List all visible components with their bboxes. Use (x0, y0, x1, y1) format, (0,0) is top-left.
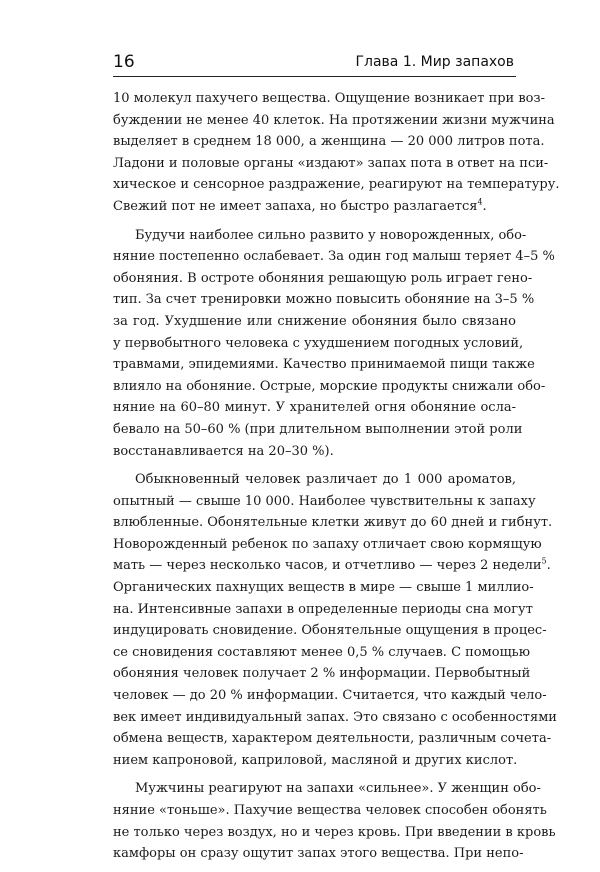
chapter-title: Глава 1. Мир запахов (355, 54, 514, 70)
text-line: няние постепенно ослабевает. За один год малыш теряет 4–5 % (113, 249, 555, 265)
text-line: Обыкновенный человек различает до 1 000 ароматов, (135, 472, 516, 488)
text-line: Органических пахнущих веществ в мире — свыше 1 миллио- (113, 580, 534, 596)
text-line: Будучи наиболее сильно развито у новорожденных, обо- (135, 227, 527, 243)
text-line: не только через воздух, но и через кровь. При введении в кровь (113, 824, 556, 840)
footnote-marker: 5 (541, 557, 547, 567)
text-line: влюбленные. Обонятельные клетки живут до 60 дней и гибнут. (113, 515, 553, 531)
text-line: Свежий пот не имеет запаха, но быстро разлагается$^4$. (113, 197, 487, 214)
text-line: мать — через несколько часов, и отчетливо — через 2 недели$^5$. (113, 557, 551, 574)
text-line: у первобытного человека с ухудшением погодных условий, (113, 335, 524, 351)
page-number: 16 (113, 52, 135, 72)
text-line: буждении не менее 40 клеток. На протяжении жизни мужчина (113, 112, 555, 128)
text-line: тип. За счет тренировки можно повысить обоняние на 3–5 % (113, 292, 535, 308)
text-line: обоняния человек получает 2 % информации. Первобытный (113, 666, 531, 682)
text-line: няние «тоньше». Пахучие вещества человек способен обонять (113, 803, 547, 818)
text-line: индуцировать сновидение. Обонятельные ощущения в процес- (113, 623, 547, 639)
paragraph (113, 225, 555, 463)
text-line: выделяет в среднем 18 000, а женщина — 20 000 литров пота. (113, 134, 545, 150)
text-line: камфоры он сразу ощутит запах этого вещества. При непо- (113, 846, 524, 862)
text-line: 10 молекул пахучего вещества. Ощущение возникает при воз- (113, 91, 545, 106)
text-line: на. Интенсивные запахи в определенные периоды сна могут (113, 601, 533, 617)
body-text (113, 88, 560, 872)
text-line: век имеет индивидуальный запах. Это связано с особенностями (113, 709, 557, 725)
text-line: се сновидения составляют менее 0,5 % случаев. С помощью (113, 644, 531, 660)
text-line: влияло на обоняние. Острые, морские продукты снижали обо- (113, 378, 546, 394)
text-line: Ладони и половые органы «издают» запах пота в ответ на пси- (113, 155, 549, 171)
text-line: хическое и сенсорное раздражение, реагируют на температуру. (113, 177, 560, 193)
text-line: человек — до 20 % информации. Считается, что каждый чело- (113, 688, 547, 704)
text-line: восстанавливается на 20–30 %). (113, 443, 334, 459)
text-line: няние на 60–80 минут. У хранителей огня обоняние осла- (113, 400, 516, 416)
paragraph (113, 778, 556, 864)
text-line: обмена веществ, характером деятельности, различным сочета- (113, 731, 552, 747)
text-line: нием капроновой, каприловой, масляной и других кислот. (113, 752, 518, 768)
text-line: бевало на 50–60 % (при длительном выполнении этой роли (113, 421, 523, 437)
text-line: обоняния. В остроте обоняния решающую роль играет гено- (113, 270, 533, 286)
text-line: опытный — свыше 10 000. Наиболее чувствительны к запаху (113, 493, 536, 509)
text-line: Мужчины реагируют на запахи «сильнее». У женщин обо- (135, 781, 541, 797)
running-header (113, 50, 516, 77)
footnote-marker: 4 (477, 197, 483, 207)
paragraph (113, 469, 557, 771)
text-line: Новорожденный ребенок по запаху отличает свою кормящую (113, 536, 542, 552)
text-line: травмами, эпидемиями. Качество принимаемой пищи также (113, 357, 535, 373)
paragraph (113, 88, 560, 218)
text-line: за год. Ухудшение или снижение обоняния было связано (113, 313, 516, 329)
